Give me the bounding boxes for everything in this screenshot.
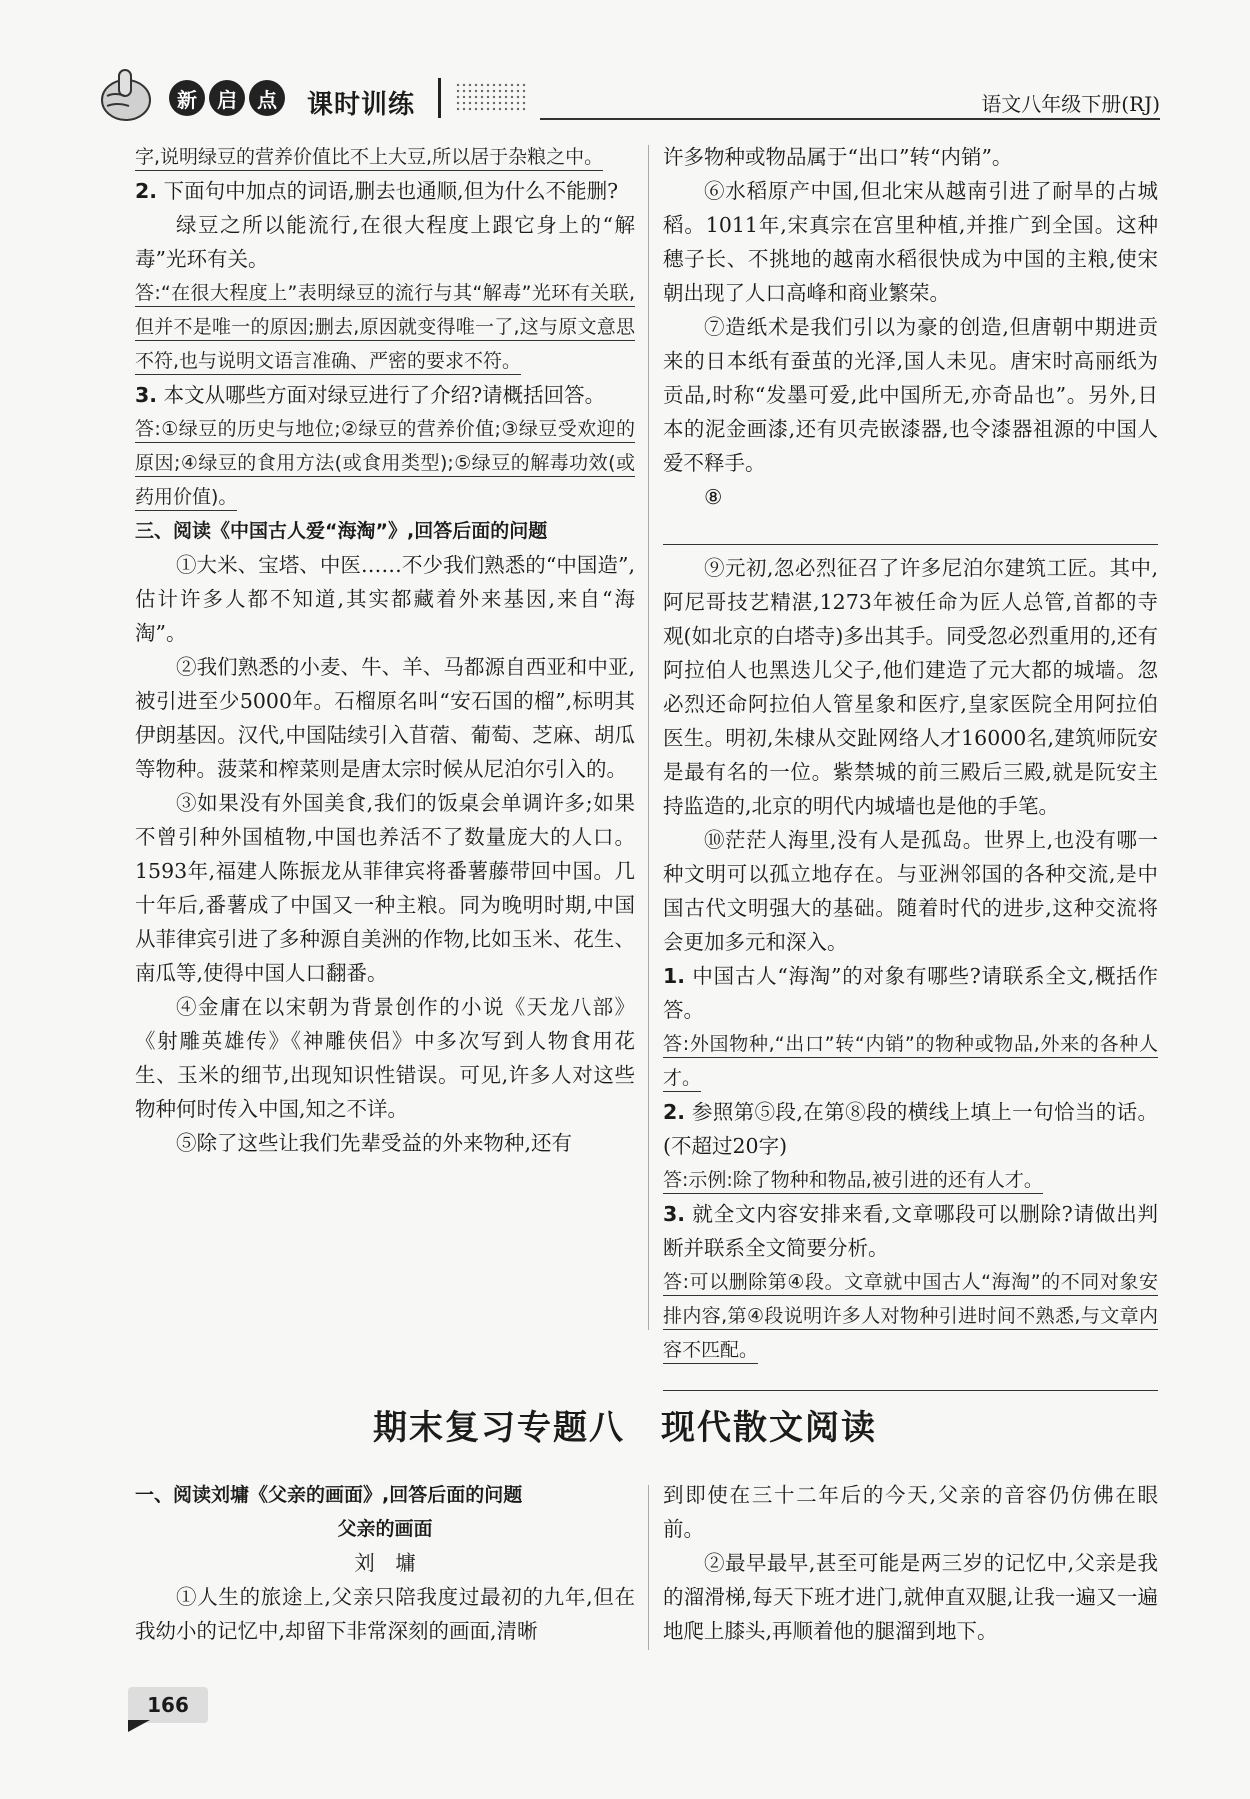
passage-paragraph: ⑩茫茫人海里,没有人是孤岛。世界上,也没有哪一种文明可以孤立地存在。与亚洲邻国的各种交流,是中国古代文明强大的基础。随着时代的进步,这种交流将会更加多元和深入。 xyxy=(663,828,1158,954)
question-3-answer: 答:可以删除第④段。文章就中国古人“海淘”的不同对象安排内容,第④段说明许多人对物种引进时间不熟悉,与文章内容不匹配。 xyxy=(663,1265,1158,1367)
subject-label: 语文八年级下册(RJ) xyxy=(981,92,1160,116)
passage-paragraph: ①人生的旅途上,父亲只陪我度过最初的九年,但在我幼小的记忆中,却留下非常深刻的画面,清晰 xyxy=(135,1585,635,1643)
column-divider xyxy=(648,145,649,1330)
paragraph-8-blank-line xyxy=(663,514,1158,545)
article-title: 父亲的画面 xyxy=(337,1518,433,1540)
article-author: 刘 墉 xyxy=(354,1551,416,1575)
brand-char: 点 xyxy=(249,80,285,116)
header-rule xyxy=(540,118,1160,120)
question-1: 1. 中国古人“海淘”的对象有哪些?请联系全文,概括作答。 xyxy=(663,964,1158,1022)
passage-paragraph: ⑤除了这些让我们先辈受益的外来物种,还有 xyxy=(176,1131,573,1155)
bottom-left-column xyxy=(135,1478,635,1648)
question-3: 3. 就全文内容安排来看,文章哪段可以删除?请做出判断并联系全文简要分析。 xyxy=(663,1202,1158,1260)
question-3-answer: 答:①绿豆的历史与地位;②绿豆的营养价值;③绿豆受欢迎的原因;④绿豆的食用方法(或食用类型);⑤绿豆的解毒功效(或药用价值)。 xyxy=(135,412,635,514)
question-2-quote: 绿豆之所以能流行,在很大程度上跟它身上的“解毒”光环有关。 xyxy=(135,213,635,271)
question-1-answer: 答:外国物种,“出口”转“内销”的物种或物品,外来的各种人才。 xyxy=(663,1027,1158,1095)
section-title: 期末复习专题八 现代散文阅读 xyxy=(373,1408,877,1448)
brand-char: 新 xyxy=(169,80,205,116)
question-2-answer: 答:示例:除了物种和物品,被引进的还有人才。 xyxy=(663,1163,1158,1197)
passage-paragraph: 到即使在三十二年后的今天,父亲的音容仍仿佛在眼前。 xyxy=(663,1483,1158,1541)
passage-paragraph: ⑨元初,忽必烈征召了许多尼泊尔建筑工匠。其中,阿尼哥技艺精湛,1273年被任命为匠人总管,首都的寺观(如北京的白塔寺)多出其手。同受忽必烈重用的,还有阿拉伯人也黑迭儿父子,他们建造了元大都的城墙。忽必烈还命阿拉伯人管星象和医疗,皇家医院全用阿拉伯医生。明初,朱棣从交趾网络人才16000名,建筑师阮安是最有名的一位。紫禁城的前三殿后三殿,就是阮安主持监造的,北京的明代内城墙也是他的手笔。 xyxy=(663,556,1158,818)
passage-paragraph: ①大米、宝塔、中医……不少我们熟悉的“中国造”,估计许多人都不知道,其实都藏着外来基因,来自“海淘”。 xyxy=(135,553,635,645)
answer-continued: 字,说明绿豆的营养价值比不上大豆,所以居于杂粮之中。 xyxy=(135,140,635,174)
section-3-title: 三、阅读《中国古人爱“海淘”》,回答后面的问题 xyxy=(135,520,548,542)
question-3: 3. 本文从哪些方面对绿豆进行了介绍?请概括回答。 xyxy=(135,383,606,407)
passage-paragraph: ④金庸在以宋朝为背景创作的小说《天龙八部》《射雕英雄传》《神雕侠侣》中多次写到人物食用花生、玉米的细节,出现知识性错误。可见,许多人对这些物种何时传入中国,知之不详。 xyxy=(135,995,635,1121)
header-separator xyxy=(438,78,441,118)
header-dot-pattern xyxy=(455,82,527,112)
brand-logo xyxy=(169,80,285,116)
thumbs-up-icon xyxy=(95,66,157,126)
question-2-answer: 答:“在很大程度上”表明绿豆的流行与其“解毒”光环有关联,但并不是唯一的原因;删去,原因就变得唯一了,这与原文意思不符,也与说明文语言准确、严密的要求不符。 xyxy=(135,276,635,378)
right-column xyxy=(663,140,1158,1367)
section-1-title: 一、阅读刘墉《父亲的画面》,回答后面的问题 xyxy=(135,1484,523,1506)
page-header xyxy=(95,66,1160,128)
question-2: 2. 下面句中加点的词语,删去也通顺,但为什么不能删? xyxy=(135,179,619,203)
passage-paragraph: ②最早最早,甚至可能是两三岁的记忆中,父亲是我的溜滑梯,每天下班才进门,就伸直双腿,让我一遍又一遍地爬上膝头,再顺着他的腿溜到地下。 xyxy=(663,1551,1158,1643)
column-divider xyxy=(648,1485,649,1650)
left-column xyxy=(135,140,635,1160)
page-number: 166 xyxy=(128,1687,208,1723)
passage-paragraph: ⑦造纸术是我们引以为豪的创造,但唐朝中期进贡来的日本纸有蚕茧的光泽,国人未见。唐宋时高丽纸为贡品,时称“发墨可爱,此中国所无,亦奇品也”。另外,日本的泥金画漆,还有贝壳嵌漆器,也令漆器祖源的中国人爱不释手。 xyxy=(663,315,1158,475)
passage-paragraph: ③如果没有外国美食,我们的饭桌会单调许多;如果不曾引种外国植物,中国也养活不了数量庞大的人口。1593年,福建人陈振龙从菲律宾将番薯藤带回中国。几十年后,番薯成了中国又一种主粮。同为晚明时期,中国从菲律宾引进了多种源自美洲的作物,比如玉米、花生、南瓜等,使得中国人口翻番。 xyxy=(135,791,635,985)
series-title: 课时训练 xyxy=(307,90,416,120)
question-2: 2. 参照第⑤段,在第⑧段的横线上填上一句恰当的话。(不超过20字) xyxy=(663,1100,1158,1158)
page-number-tab xyxy=(128,1720,150,1732)
section-end-rule xyxy=(663,1390,1158,1391)
passage-paragraph: 许多物种或物品属于“出口”转“内销”。 xyxy=(663,145,1013,169)
passage-paragraph: ②我们熟悉的小麦、牛、羊、马都源自西亚和中亚,被引进至少5000年。石榴原名叫“安石国的榴”,标明其伊朗基因。汉代,中国陆续引入苜蓿、葡萄、芝麻、胡瓜等物种。菠菜和榨菜则是唐太宗时候从尼泊尔引入的。 xyxy=(135,655,635,781)
passage-paragraph: ⑥水稻原产中国,但北宋从越南引进了耐旱的占城稻。1011年,宋真宗在宫里种植,并推广到全国。这种穗子长、不挑地的越南水稻很快成为中国的主粮,使宋朝出现了人口高峰和商业繁荣。 xyxy=(663,179,1158,305)
paragraph-8-marker: ⑧ xyxy=(704,485,723,509)
bottom-right-column xyxy=(663,1478,1158,1648)
brand-char: 启 xyxy=(209,80,245,116)
